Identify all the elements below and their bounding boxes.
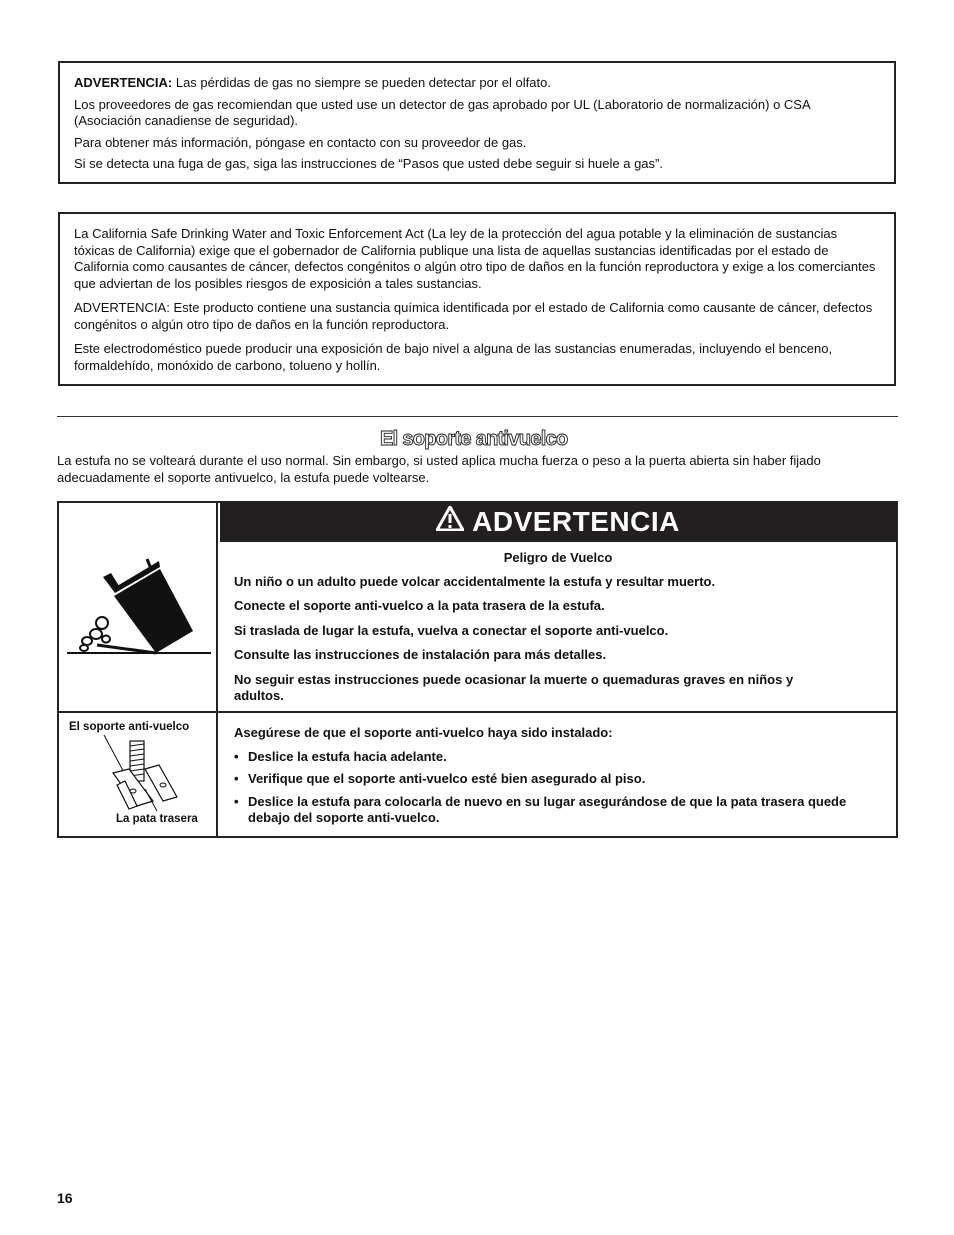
warning-line: Consulte las instrucciones de instalación para más detalles. <box>234 647 607 662</box>
warning-line: No seguir estas instrucciones puede ocasionar la muerte o quemaduras graves en niños y adultos. <box>234 671 794 703</box>
warning-subtitle: Peligro de Vuelco <box>503 550 613 565</box>
bullet: • <box>234 748 239 764</box>
california-paragraph-1: La California Safe Drinking Water and Toxic Enforcement Act (La ley de la protección del agua potable y la eliminación de sustancias tóxicas de California) exige que el gobernador de California publique una lista de aquellas sustancias identificadas por el estado de California como causantes de cáncer, defectos congénitos o algún otro tipo de daños en la función reproductora y exige a los comerciantes que adviertan de los posibles riesgos de exposición a tales sustancias. <box>74 226 876 291</box>
warning-header <box>220 503 896 540</box>
warning-header-text: ADVERTENCIA <box>472 505 680 537</box>
page-number: 16 <box>57 1190 73 1206</box>
tipping-range-illustration <box>59 503 216 709</box>
gas-warning-line-1 <box>74 75 880 92</box>
installation-check-cell <box>220 713 896 836</box>
gas-warning-lead: ADVERTENCIA: <box>74 75 173 90</box>
bullet: • <box>234 793 239 809</box>
california-paragraph-2: ADVERTENCIA: Este producto contiene una sustancia química identificada por el estado de California como causante de cáncer, defectos congénitos o algún otro tipo de daños en la función reproductora. <box>74 300 873 332</box>
gas-warning-line-4: Si se detecta una fuga de gas, siga las instrucciones de “Pasos que usted debe seguir si huele a gas”. <box>74 156 663 171</box>
tipping-illustration-cell <box>59 503 218 711</box>
warning-line: Si traslada de lugar la estufa, vuelva a conectar el soporte anti-vuelco. <box>234 622 669 638</box>
list-item <box>234 771 882 788</box>
gas-warning-line-1-text: Las pérdidas de gas no siempre se pueden detectar por el olfato. <box>172 75 551 90</box>
warning-triangle-icon <box>436 506 464 538</box>
gas-warning-line-3: Para obtener más información, póngase en contacto con su proveedor de gas. <box>74 134 527 150</box>
gas-warning-box <box>58 61 896 184</box>
list-item-text: Deslice la estufa hacia adelante. <box>248 748 447 764</box>
check-list <box>234 749 882 827</box>
list-item <box>234 794 882 827</box>
gas-warning-line-2: Los proveedores de gas recomiendan que usted use un detector de gas aprobado por UL (Laboratorio de normalización) o CSA (Asociación canadiense de seguridad). <box>74 96 810 128</box>
list-item-text: Verifique que el soporte anti-vuelco esté bien asegurado al piso. <box>248 771 646 786</box>
leg-label: La pata trasera <box>116 813 198 825</box>
section-divider <box>57 416 898 417</box>
list-item-text: Deslice la estufa para colocarla de nuevo en su lugar asegurándose de que la pata trasera quede debajo del soporte anti-vuelco. <box>248 793 847 825</box>
tip-over-warning-table <box>57 501 898 838</box>
bracket-illustration-cell <box>59 713 218 836</box>
warning-line: Conecte el soporte anti-vuelco a la pata trasera de la estufa. <box>234 598 605 613</box>
california-notice-box <box>58 212 896 386</box>
warning-line: Un niño o un adulto puede volcar accidentalmente la estufa y resultar muerto. <box>234 573 716 589</box>
check-title: Asegúrese de que el soporte anti-vuelco haya sido instalado: <box>234 725 613 740</box>
warning-text-cell <box>220 540 896 711</box>
bracket-label: El soporte anti-vuelco <box>69 721 190 733</box>
section-intro: La estufa no se volteará durante el uso normal. Sin embargo, si usted aplica mucha fuerza o peso a la puerta abierta sin haber fijado adecuadamente el soporte antivuelco, la estufa puede voltearse. <box>57 453 821 485</box>
list-item <box>234 749 882 766</box>
bullet: • <box>234 771 239 786</box>
california-paragraph-3: Este electrodoméstico puede producir una exposición de bajo nivel a alguna de las sustancias enumeradas, incluyendo el benceno, formaldehído, monóxido de carbono, tolueno y hollín. <box>74 341 833 373</box>
section-title: El soporte antivuelco <box>380 428 568 450</box>
